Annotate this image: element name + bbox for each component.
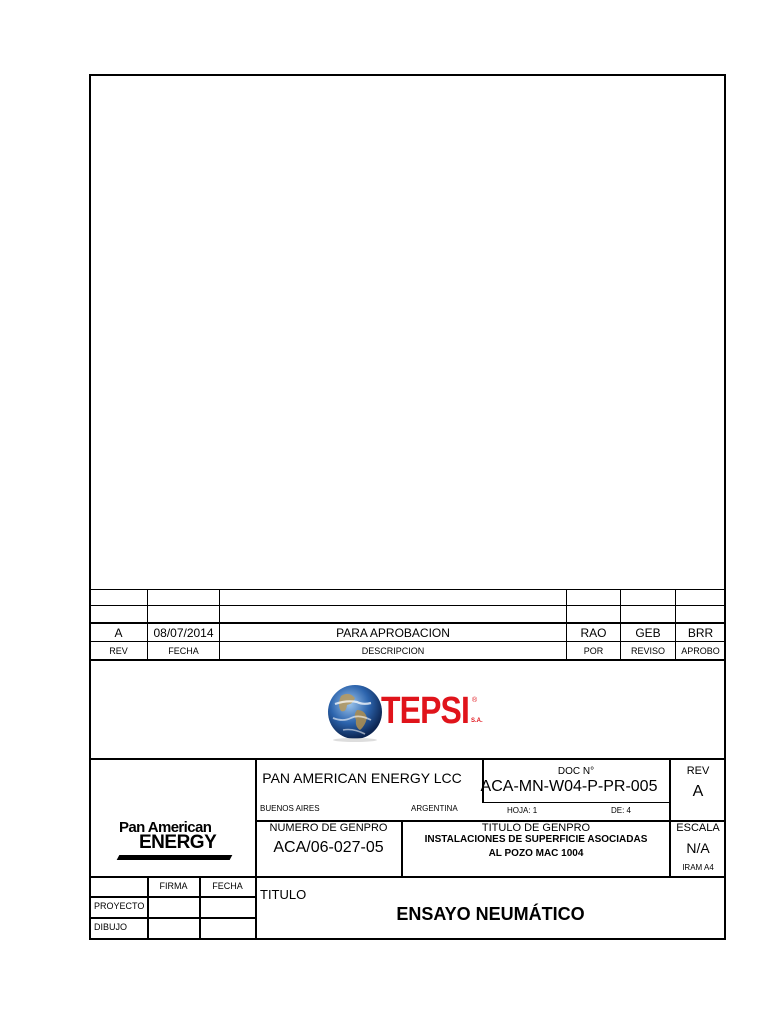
logo-line-1: Pan American: [119, 819, 212, 836]
logo-swoosh: [117, 855, 233, 860]
aprobo-cell: BRR: [687, 625, 714, 640]
fecha-header: FECHA: [168, 645, 199, 656]
sheet-number: HOJA: 1: [507, 806, 538, 815]
country-label: ARGENTINA: [411, 804, 458, 813]
genpro-title-line-2: AL POZO MAC 1004: [488, 848, 584, 859]
tepsi-suffix: S.A.: [471, 718, 483, 724]
descripcion-cell: PARA APROBACION: [336, 625, 450, 640]
reviso-cell: [621, 590, 675, 605]
pan-american-energy-logo: [112, 820, 236, 866]
reviso-header: REVISO: [630, 645, 665, 656]
genpro-number: ACA/06-027-05: [273, 839, 384, 856]
tepsi-logo: [327, 684, 497, 744]
tepsi-wordmark: TEPSI: [381, 690, 470, 732]
scale-label: ESCALA: [676, 822, 720, 834]
fecha-label: FECHA: [212, 881, 243, 891]
por-header: POR: [583, 645, 604, 656]
sheet-total: DE: 4: [611, 806, 632, 815]
dibujo-label: DIBUJO: [94, 922, 128, 932]
por-cell: RAO: [580, 625, 607, 640]
firma-label: FIRMA: [159, 881, 188, 891]
doc-number: ACA-MN-W04-P-PR-005: [480, 778, 658, 795]
aprobo-header: APROBO: [681, 645, 720, 656]
proyecto-label: PROYECTO: [94, 901, 145, 911]
descripcion-cell: [220, 606, 566, 622]
company-name: PAN AMERICAN ENERGY LCC: [262, 770, 462, 786]
fecha-cell: [148, 606, 219, 622]
descripcion-header: DESCRIPCION: [361, 645, 425, 656]
globe-icon: [327, 684, 385, 742]
rev-value: A: [692, 783, 704, 800]
city-label: BUENOS AIRES: [260, 804, 320, 813]
por-cell: [567, 590, 620, 605]
rev-cell: A: [114, 625, 123, 640]
rev-cell: [90, 590, 147, 605]
aprobo-cell: [676, 606, 725, 622]
fecha-cell: [148, 590, 219, 605]
aprobo-cell: [676, 590, 725, 605]
scale-value: N/A: [686, 840, 710, 856]
rev-cell: [90, 606, 147, 622]
titulo-label: TITULO: [260, 887, 307, 902]
logo-line-2: ENERGY: [139, 832, 217, 853]
genpro-title-label: TITULO DE GENPRO: [481, 822, 591, 834]
rev-header: REV: [109, 645, 128, 656]
rev-label: REV: [686, 765, 710, 777]
descripcion-cell: [220, 590, 566, 605]
por-cell: [567, 606, 620, 622]
fecha-cell: 08/07/2014: [153, 625, 214, 640]
document-title: ENSAYO NEUMÁTICO: [396, 903, 585, 924]
reviso-cell: GEB: [635, 625, 661, 640]
genpro-title-line-1: INSTALACIONES DE SUPERFICIE ASOCIADAS: [424, 834, 648, 845]
paper-format: IRAM A4: [682, 862, 714, 872]
doc-number-label: DOC N°: [557, 765, 595, 777]
registered-mark: ®: [472, 697, 478, 704]
reviso-cell: [621, 606, 675, 622]
genpro-number-label: NUMERO DE GENPRO: [269, 822, 388, 834]
